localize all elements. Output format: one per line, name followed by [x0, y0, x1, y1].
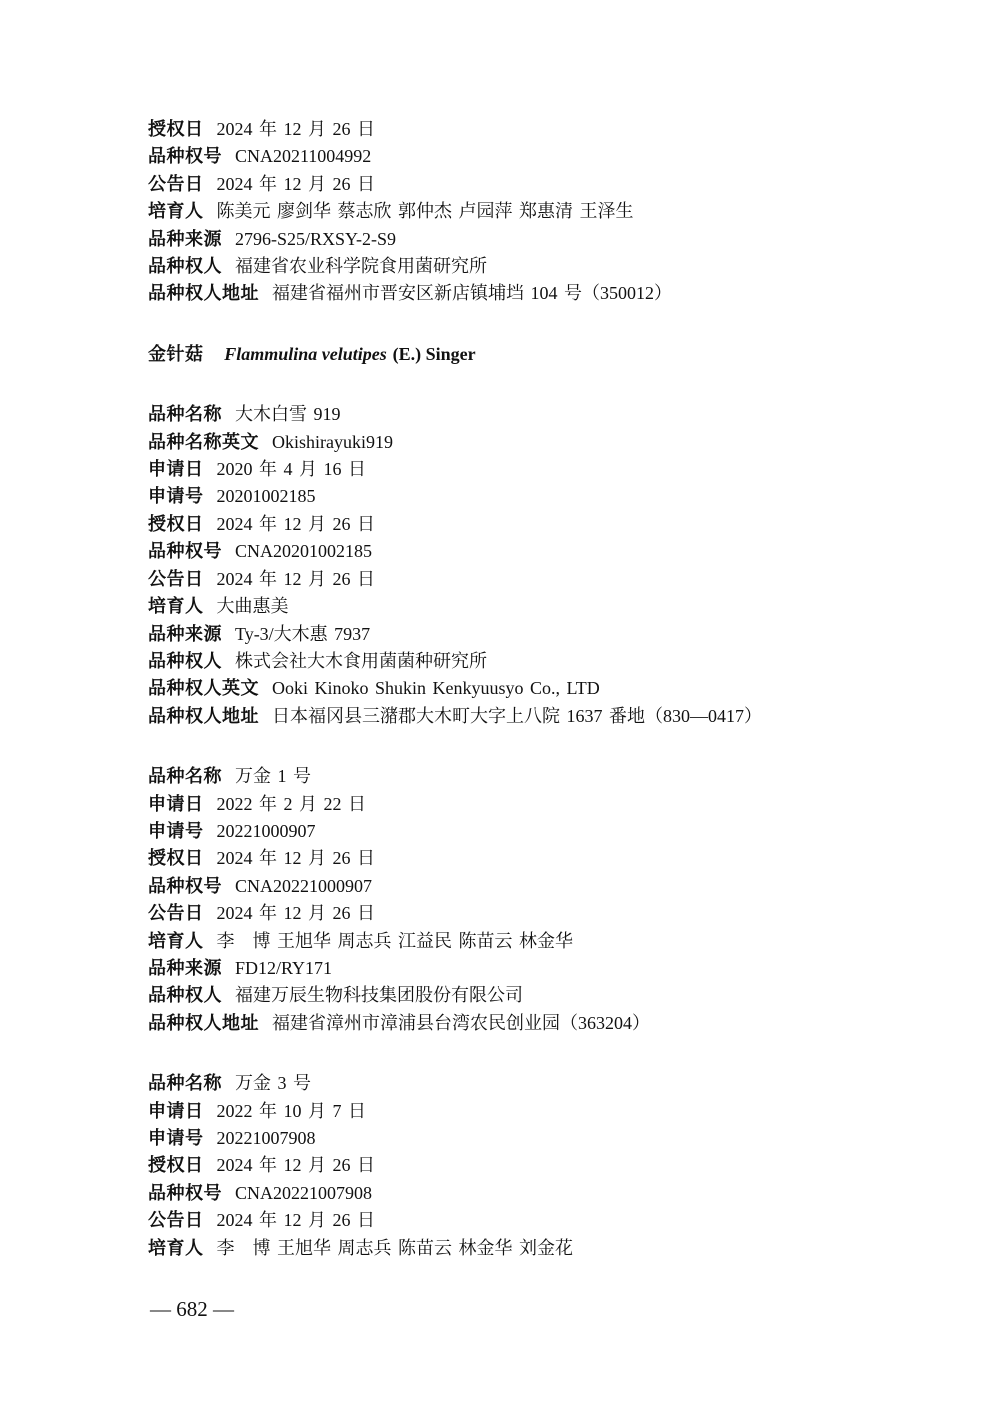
- field-label: 公告日: [148, 1210, 204, 1231]
- field-label: 品种权人: [148, 256, 222, 277]
- field-line: [148, 1010, 922, 1037]
- field-line: [148, 198, 922, 225]
- field-value: 万金 3 号: [234, 1073, 311, 1094]
- field-value: 万金 1 号: [234, 766, 311, 787]
- field-line: [148, 429, 922, 456]
- field-line: [148, 1180, 922, 1207]
- field-line: [148, 401, 922, 428]
- field-value: 20221000907: [216, 820, 316, 841]
- field-label: 公告日: [148, 568, 204, 589]
- field-line: [148, 280, 922, 307]
- field-line: [148, 566, 922, 593]
- field-label: 品种权人地址: [148, 1012, 259, 1033]
- field-line: [148, 900, 922, 927]
- field-label: 品种来源: [148, 228, 222, 249]
- field-line: [148, 116, 922, 143]
- field-label: 培育人: [148, 930, 204, 951]
- field-label: 品种权人地址: [148, 283, 259, 304]
- field-label: 品种名称: [148, 766, 222, 787]
- field-value: Ty-3/大木惠 7937: [234, 623, 371, 644]
- field-line: [148, 648, 922, 675]
- field-line: [148, 818, 922, 845]
- field-line: [148, 982, 922, 1009]
- field-label: 品种名称英文: [148, 431, 259, 452]
- field-line: [148, 593, 922, 620]
- field-label: 申请日: [148, 459, 204, 480]
- field-value: 2024 年 12 月 26 日: [216, 513, 375, 534]
- field-value: 福建省福州市晋安区新店镇埔垱 104 号（350012）: [271, 283, 672, 304]
- page-content: [148, 116, 922, 1295]
- field-line: [148, 1070, 922, 1097]
- field-line: [148, 483, 922, 510]
- field-line: [148, 1152, 922, 1179]
- field-value: 2022 年 2 月 22 日: [216, 793, 366, 814]
- field-value: 株式会社大木食用菌菌种研究所: [234, 650, 487, 671]
- field-label: 授权日: [148, 119, 204, 139]
- field-label: 品种权号: [148, 146, 222, 167]
- variety-record: [148, 116, 922, 308]
- field-line: [148, 1207, 922, 1234]
- field-label: 公告日: [148, 173, 204, 194]
- field-value: 2024 年 12 月 26 日: [216, 1155, 375, 1176]
- field-value: CNA20221000907: [234, 875, 372, 896]
- field-label: 培育人: [148, 201, 204, 222]
- field-line: [148, 253, 922, 280]
- field-value: 李 博 王旭华 周志兵 陈苗云 林金华 刘金花: [216, 1237, 573, 1258]
- field-line: [148, 703, 922, 730]
- field-label: 授权日: [148, 1155, 204, 1176]
- field-label: 品种权人: [148, 650, 222, 671]
- field-label: 品种权号: [148, 1182, 222, 1203]
- field-line: [148, 1235, 922, 1262]
- field-label: 品种权人地址: [148, 705, 259, 726]
- field-value: 2024 年 12 月 26 日: [216, 173, 375, 194]
- field-label: 品种权号: [148, 541, 222, 562]
- field-line: [148, 538, 922, 565]
- field-value: 福建万辰生物科技集团股份有限公司: [234, 985, 523, 1006]
- field-value: 2796-S25/RXSY-2-S9: [234, 228, 396, 249]
- field-line: [148, 955, 922, 982]
- field-value: FD12/RY171: [234, 957, 332, 978]
- field-value: 日本福冈县三潴郡大木町大字上八院 1637 番地（830—0417）: [271, 705, 762, 726]
- field-line: [148, 763, 922, 790]
- field-value: 福建省漳州市漳浦县台湾农民创业园（363204）: [271, 1012, 650, 1033]
- field-value: 福建省农业科学院食用菌研究所: [234, 256, 487, 277]
- field-value: CNA20211004992: [234, 146, 372, 167]
- field-label: 培育人: [148, 1237, 204, 1258]
- field-label: 申请号: [148, 1128, 204, 1148]
- field-line: [148, 171, 922, 198]
- field-value: CNA20221007908: [234, 1182, 372, 1203]
- field-label: 品种权人英文: [148, 678, 259, 699]
- variety-record: [148, 1070, 922, 1262]
- field-label: 品种权号: [148, 875, 222, 896]
- field-line: [148, 675, 922, 702]
- field-value: 20221007908: [216, 1128, 316, 1148]
- field-label: 品种名称: [148, 1073, 222, 1094]
- field-line: [148, 226, 922, 253]
- species-author: (E.) Singer: [392, 343, 476, 364]
- field-value: 陈美元 廖剑华 蔡志欣 郭仲杰 卢园萍 郑惠清 王泽生: [216, 201, 634, 222]
- field-label: 申请日: [148, 1100, 204, 1121]
- field-line: [148, 873, 922, 900]
- field-label: 申请号: [148, 820, 204, 841]
- field-label: 品种来源: [148, 623, 222, 644]
- field-line: [148, 845, 922, 872]
- field-value: Okishirayuki919: [271, 431, 393, 452]
- field-label: 公告日: [148, 903, 204, 924]
- field-value: 2022 年 10 月 7 日: [216, 1100, 366, 1121]
- field-line: [148, 1125, 922, 1152]
- field-label: 授权日: [148, 513, 204, 534]
- field-line: [148, 621, 922, 648]
- field-value: 2024 年 12 月 26 日: [216, 568, 375, 589]
- field-label: 品种权人: [148, 985, 222, 1006]
- field-line: [148, 456, 922, 483]
- field-label: 授权日: [148, 848, 204, 869]
- page-number: — 682 —: [150, 1297, 234, 1321]
- field-label: 培育人: [148, 596, 204, 617]
- field-line: [148, 143, 922, 170]
- field-label: 品种来源: [148, 957, 222, 978]
- field-label: 申请日: [148, 793, 204, 814]
- variety-record: [148, 401, 922, 730]
- field-value: 2024 年 12 月 26 日: [216, 903, 375, 924]
- field-label: 品种名称: [148, 404, 222, 425]
- species-section-heading: [148, 341, 922, 368]
- field-line: [148, 511, 922, 538]
- species-latin-name: Flammulina velutipes: [224, 343, 387, 364]
- field-label: 申请号: [148, 486, 204, 507]
- field-value: 大木白雪 919: [234, 404, 341, 425]
- field-value: 大曲惠美: [216, 596, 289, 617]
- species-name-cn: 金针菇: [148, 343, 204, 364]
- field-line: [148, 1098, 922, 1125]
- field-value: 2024 年 12 月 26 日: [216, 848, 375, 869]
- field-value: 2020 年 4 月 16 日: [216, 459, 366, 480]
- field-line: [148, 791, 922, 818]
- field-value: 20201002185: [216, 486, 316, 507]
- variety-record: [148, 763, 922, 1037]
- field-value: 2024 年 12 月 26 日: [216, 1210, 375, 1231]
- field-value: 李 博 王旭华 周志兵 江益民 陈苗云 林金华: [216, 930, 573, 951]
- field-value: 2024 年 12 月 26 日: [216, 119, 375, 139]
- field-line: [148, 928, 922, 955]
- field-value: CNA20201002185: [234, 541, 372, 562]
- field-value: Ooki Kinoko Shukin Kenkyuusyo Co., LTD: [271, 678, 600, 699]
